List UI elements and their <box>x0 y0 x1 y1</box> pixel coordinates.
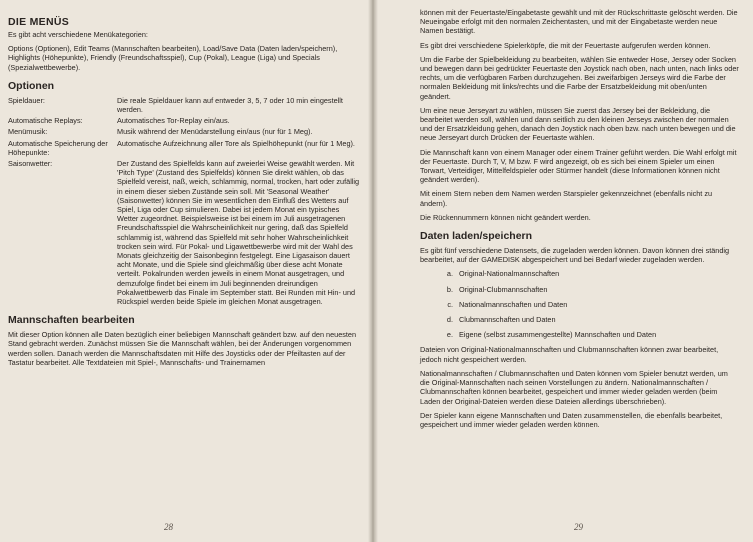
right-page <box>374 0 753 542</box>
option-value: Automatische Aufzeichnung aller Tore als Spielhöhepunkt (nur für 1 Meg). <box>117 138 355 148</box>
paragraph: Die Rückennummern können nicht geändert werden. <box>420 212 591 222</box>
option-value: Automatisches Tor-Replay ein/aus. <box>117 116 230 126</box>
left-page <box>0 0 372 542</box>
option-value: Musik während der Menüdarstellung ein/aus (nur für 1 Meg). <box>117 127 313 137</box>
list-marker: d. <box>446 315 453 325</box>
page-number: 29 <box>574 522 583 532</box>
menus-heading: DIE MENÜS <box>8 16 70 28</box>
edit-teams-heading: Mannschaften bearbeiten <box>8 314 135 327</box>
paragraph: können mit der Feuertaste/Eingabetaste gewählt und mit der Rückschrittaste gelöscht werden. Die Neueingabe erfolgt mit den normalen Zeichentasten, und mit der Eingabetaste werden neue Namen bestätigt. <box>420 8 738 36</box>
datasets-list <box>420 269 739 339</box>
intro-line: Es gibt acht verschiedene Menükategorien: <box>8 30 148 39</box>
list-marker: e. <box>446 330 453 340</box>
paragraph: Dateien von Original-Nationalmannschaften und Clubmannschaften können zwar bearbeitet, jedoch nicht gespeichert werden. <box>420 345 719 364</box>
paragraph: Mit einem Stern neben dem Namen werden Starspieler gekennzeichnet (ebenfalls nicht zu ändern). <box>420 189 713 208</box>
paragraph: Um die Farbe der Spielbekleidung zu bearbeiten, wählen Sie entweder Hose, Jersey oder Socken und bewegen dann bei gedrückter Feuertaste den Joystick nach oben, nach unten, nach links oder rechts, um die verfügbaren Farben durchzugehen. Bei zweifarbigen Jerseys wird die Farbe der normalen Bekleidung mit links/rechts und die Farbe der Ersatzbekleidung mit oben/unten geändert. <box>420 54 739 101</box>
list-item <box>420 315 739 324</box>
list-text: Original-Clubmannschaften <box>459 284 548 294</box>
list-text: Eigene (selbst zusammengestellte) Mannschaften und Daten <box>459 330 657 340</box>
book-gutter <box>368 0 378 542</box>
paragraph: Nationalmannschaften / Clubmannschaften und Daten können vom Spieler benutzt werden, um die Original-Mannschaften nach seinen Vorstellungen zu ändern. Nationalmannschaften / Clubmannschaften können bearbeitet, gespeichert und immer wieder geladen werden (beim Laden der Original-Dateien werden diese Dateien allerdings überschrieben). <box>420 368 728 406</box>
paragraph: Um eine neue Jerseyart zu wählen, müssen Sie zuerst das Jersey bei der Bekleidung, die bearbeitet werden soll, wählen und dann seitlich zu den kleinen Jerseys zwischen der normalen und der Ersatzkleidung gehen, danach den Joystick nach oben bzw. nach unten bewegen und die neue Jerseyart durch Drücken der Feuertaste wählen. <box>420 105 736 143</box>
option-row <box>8 127 362 136</box>
option-value: Die reale Spieldauer kann auf entweder 3, 5, 7 oder 10 min eingestellt werden. <box>117 95 343 115</box>
option-key: Spieldauer: <box>8 95 45 105</box>
list-item <box>420 285 739 294</box>
list-item <box>420 330 739 339</box>
load-save-heading: Daten laden/speichern <box>420 230 533 243</box>
paragraph: Die Mannschaft kann von einem Manager oder einem Trainer geführt werden. Die Wahl erfolgt mit der Feuertaste. Durch T, V, M bzw. F wird angezeigt, ob es sich bei einem Spieler um einen Torwart, Verteidiger, Mittelfeldspieler oder Stürmer handelt (diese Informationen können nicht geändert werden). <box>420 147 737 185</box>
option-key: Automatische Replays: <box>8 116 83 126</box>
list-item <box>420 269 739 278</box>
list-text: Original-Nationalmannschaften <box>459 269 560 279</box>
page-number: 28 <box>164 522 173 532</box>
option-value: Der Zustand des Spielfelds kann auf zweierlei Weise gewählt werden. Mit 'Pitch Type' (Zustand des Spielfelds) können Sie direkt wählen, ob das Spielfeld vereist, naß, weich, schlammig, normal, trocken, hart oder zufällig in einem dieser sieben Zustände sein soll. Mit 'Seasonal Weather' (Saisonwetter) können Sie im wesentlichen den Einfluß des Wetters auf Spiel, Liga oder Cup simulieren. Dabei ist jedem Monat ein typisches Wetter zugeordnet. Beispielsweise ist bei einem im Juli ausgetragenen Freundschaftsspiel die Wahrscheinlichkeit nur gering, daß das Spielfeld schlammig ist, während das Spielfeld mit sehr hoher Wahrscheinlichkeit trocken sein wird. Für Pokal- und Ligawettbewerbe wird mit der Wahl des Monats gleichzeitig der Saisonbeginn festgelegt. Eine Ligasaison dauert acht Monate, und die Spiele sind gleichmäßig über diese acht Monate verteilt. Pokalrunden werden jeweils in einem Monat ausgetragen, und demzufolge findet bei einem im Juli beginnenden dreirundigen Pokalwettbewerb das Finale im September statt. Bei Runden mit Hin- und Rückspiel werden beide Spiele im gleichen Monat ausgetragen. <box>117 159 360 307</box>
paragraph: Es gibt fünf verschiedene Datensets, die zugeladen werden können. Davon können drei ständig bearbeitet, auf der GAMEDISK abgespeichert und bei Bedarf wieder zugeladen werden. <box>420 246 730 265</box>
options-list <box>8 96 362 306</box>
list-item <box>420 300 739 309</box>
list-marker: b. <box>446 284 453 294</box>
option-row <box>8 159 362 306</box>
option-key: Saisonwetter: <box>8 159 53 169</box>
menu-categories-text: Options (Optionen), Edit Teams (Mannschaften bearbeiten), Load/Save Data (Daten laden/speichern), Highlights (Höhepunkte), Friendly (Freundschaftsspiel), Cup (Pokal), League (Liga) und Specials (Spezialwettbewerbe). <box>8 44 338 72</box>
list-marker: a. <box>446 269 453 279</box>
option-row <box>8 116 362 125</box>
list-marker: c. <box>447 299 453 309</box>
option-row <box>8 96 362 114</box>
edit-teams-text: Mit dieser Option können alle Daten bezüglich einer beliebigen Mannschaft geändert bzw. auf den neuesten Stand gebracht werden. Zunächst müssen Sie die Mannschaft wählen, bei der Änderungen vorgenommen werden sollen. Danach werden die Mannschaftsdaten mit Hilfe des Joysticks oder der Pfeiltasten auf der Tastatur bearbeitet. Alle Textdateien mit Spiel-, Mannschafts- und Trainernamen <box>8 330 357 367</box>
option-row <box>8 139 362 157</box>
paragraph: Der Spieler kann eigene Mannschaften und Daten zusammenstellen, die ebenfalls bearbeitet, gespeichert und immer wieder geladen werden können. <box>420 410 723 429</box>
list-text: Clubmannschaften und Daten <box>459 315 556 325</box>
option-key: Menümusik: <box>8 127 48 137</box>
options-heading: Optionen <box>8 79 55 92</box>
paragraph: Es gibt drei verschiedene Spielerköpfe, die mit der Feuertaste aufgerufen werden können. <box>420 40 711 50</box>
option-key: Automatische Speicherung der Höhepunkte: <box>8 138 108 157</box>
list-text: Nationalmannschaften und Daten <box>459 299 568 309</box>
